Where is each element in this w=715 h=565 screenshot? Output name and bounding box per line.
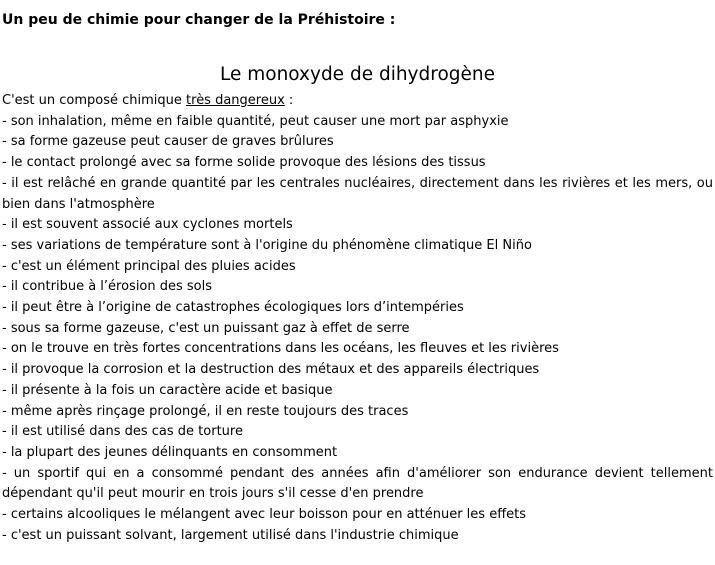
list-item: - même après rinçage prolongé, il en reste toujours des traces (2, 403, 409, 419)
list-item: - certains alcooliques le mélangent avec leur boisson pour en atténuer les effets (2, 507, 527, 523)
page-header: Un peu de chimie pour changer de la Préhistoire : (2, 12, 396, 28)
list-item: - il peut être à l’origine de catastrophes écologiques lors d’intempéries (2, 300, 464, 316)
intro-emphasis: très dangereux (186, 93, 285, 108)
intro-line (2, 91, 713, 112)
intro-prefix: C'est un composé chimique (2, 93, 187, 108)
list-item: - il contribue à l’érosion des sols (2, 279, 213, 295)
list-item: - il est utilisé dans des cas de torture (2, 424, 243, 440)
list-item: - un sportif qui en a consommé pendant des années afin d'améliorer son endurance devient tellement dépendant qu'il peut mourir en trois jours s'il cesse d'en prendre (2, 465, 713, 502)
intro-suffix: : (284, 93, 294, 108)
list-item: - son inhalation, même en faible quantité, peut causer une mort par asphyxie (2, 113, 509, 129)
document-body (2, 91, 713, 546)
page-title: Le monoxyde de dihydrogène (219, 64, 496, 85)
list-item: - on le trouve en très fortes concentrations dans les océans, les fleuves et les rivières (2, 341, 559, 357)
list-item: - la plupart des jeunes délinquants en consomment (2, 444, 338, 460)
list-item: - le contact prolongé avec sa forme solide provoque des lésions des tissus (2, 155, 486, 171)
list-item: - il présente à la fois un caractère acide et basique (2, 382, 333, 398)
list-item: - sous sa forme gazeuse, c'est un puissant gaz à effet de serre (2, 320, 410, 336)
list-item: - il est souvent associé aux cyclones mortels (2, 217, 293, 233)
list-item: - c'est un puissant solvant, largement utilisé dans l'industrie chimique (2, 527, 459, 543)
list-item: - sa forme gazeuse peut causer de graves brûlures (2, 134, 334, 150)
list-item: - ses variations de température sont à l'origine du phénomène climatique El Niño (2, 237, 532, 253)
list-item: - il est relâché en grande quantité par les centrales nucléaires, directement dans les rivières et les mers, ou bien dans l'atmosphère (2, 175, 713, 212)
list-item: - il provoque la corrosion et la destruction des métaux et des appareils électriques (2, 362, 540, 378)
list-item: - c'est un élément principal des pluies acides (2, 258, 296, 274)
